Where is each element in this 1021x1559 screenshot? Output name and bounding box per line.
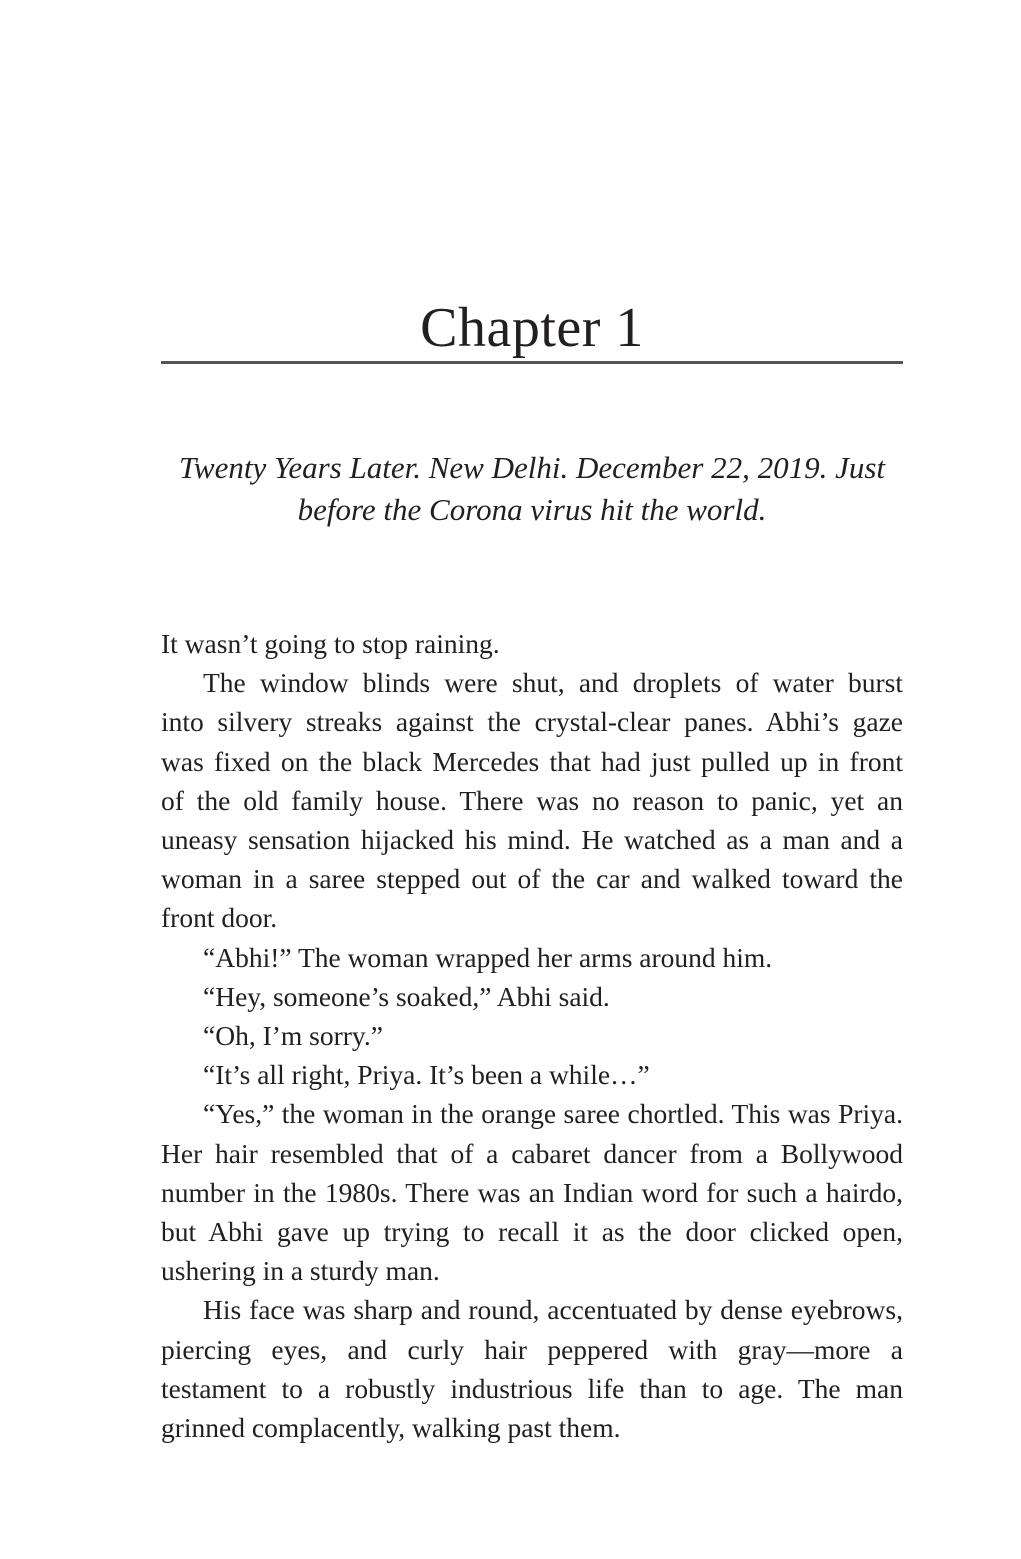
body-line: Her hair resembled that of a cabaret dancer from a Bollywood (161, 1137, 903, 1169)
body-line: “Oh, I’m sorry.” (203, 1020, 383, 1052)
chapter-divider (161, 361, 903, 364)
body-line: into silvery streaks against the crystal-clear panes. Abhi’s gaze (161, 706, 903, 738)
body-line: testament to a robustly industrious life than to age. The man (161, 1372, 903, 1404)
chapter-epigraph (161, 447, 903, 531)
epigraph-line: Twenty Years Later. New Delhi. December 22, 2019. Just (178, 450, 886, 485)
body-line: number in the 1980s. There was an Indian word for such a hairdo, (161, 1176, 903, 1208)
body-line: but Abhi gave up trying to recall it as the door clicked open, (161, 1216, 903, 1248)
body-line: ushering in a sturdy man. (161, 1255, 440, 1287)
body-line: “It’s all right, Priya. It’s been a while…” (203, 1059, 650, 1091)
chapter-title: Chapter 1 (420, 297, 644, 359)
body-line: It wasn’t going to stop raining. (161, 628, 500, 659)
epigraph-line: before the Corona virus hit the world. (297, 492, 767, 527)
body-text (161, 624, 903, 1447)
body-line: was fixed on the black Mercedes that had just pulled up in front (161, 745, 903, 777)
body-line: piercing eyes, and curly hair peppered with gray—more a (161, 1333, 903, 1365)
body-line: of the old family house. There was no reason to panic, yet an (161, 784, 903, 816)
body-line: “Abhi!” The woman wrapped her arms around him. (203, 941, 773, 973)
body-line: woman in a saree stepped out of the car and walked toward the (161, 863, 903, 895)
body-line: His face was sharp and round, accentuated by dense eyebrows, (203, 1294, 903, 1326)
body-line: The window blinds were shut, and droplets of water burst (203, 667, 903, 699)
body-line: front door. (161, 902, 278, 934)
body-line: “Hey, someone’s soaked,” Abhi said. (203, 980, 610, 1012)
body-line: “Yes,” the woman in the orange saree chortled. This was Priya. (203, 1098, 903, 1130)
body-line: uneasy sensation hijacked his mind. He watched as a man and a (161, 824, 903, 856)
body-line: grinned complacently, walking past them. (161, 1412, 621, 1444)
